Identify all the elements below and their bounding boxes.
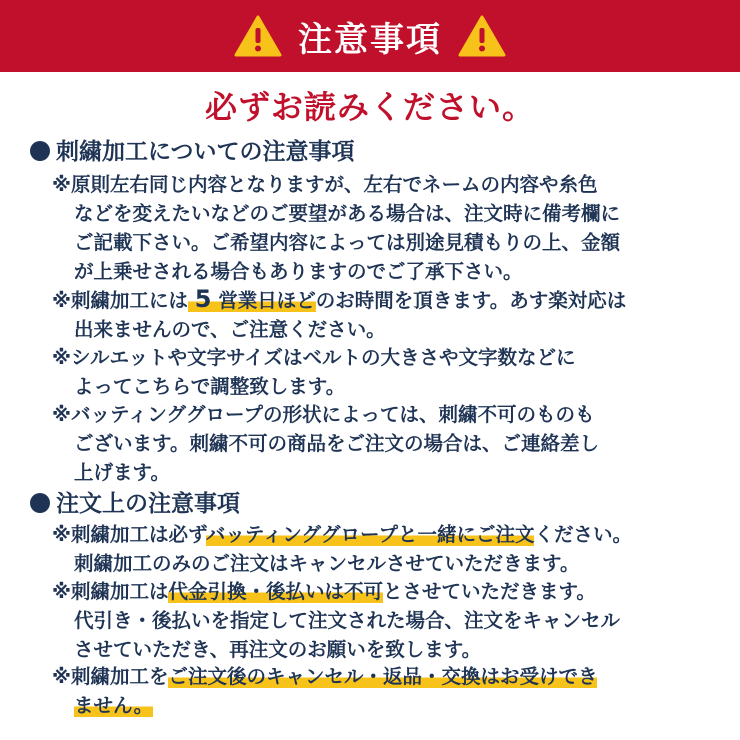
highlight-text: 代金引換・後払いは不可 xyxy=(168,580,383,603)
note-left-right-content xyxy=(52,170,722,286)
highlight-text: 営業日ほど xyxy=(218,289,316,312)
note-line: 刺繍加工のみのご注文はキャンセルさせていただきます。 xyxy=(74,552,580,575)
note-line: などを変えたいなどのご要望がある場合は、注文時に備考欄に xyxy=(74,202,621,225)
note-line xyxy=(52,520,722,549)
section-title-order xyxy=(30,485,240,518)
highlight-number: 5 xyxy=(194,285,212,313)
note-line xyxy=(52,662,722,691)
note-text: ※刺繍加工は必ず xyxy=(52,523,206,546)
note-processing-time xyxy=(52,285,722,344)
note-order-with-glove xyxy=(52,520,722,578)
section-title-text: 注文上の注意事項 xyxy=(56,491,240,517)
note-line xyxy=(52,691,722,720)
note-line: よってこちらで調整致します。 xyxy=(74,375,346,398)
note-text: ※刺繍加工には xyxy=(52,289,188,312)
highlight-days xyxy=(188,285,316,313)
note-line: ※バッティンググロープの形状によっては、刺繍不可のものも xyxy=(52,403,595,426)
note-line: が上乗せされる場合もありますのでご了承下さい。 xyxy=(74,260,523,283)
warning-icon xyxy=(234,14,282,58)
note-line: 出来ませんので、ご注意ください。 xyxy=(74,318,386,341)
note-text: とさせていただきます。 xyxy=(382,580,596,603)
bullet-icon xyxy=(30,493,50,513)
note-line xyxy=(52,577,722,606)
note-glove-shape xyxy=(52,400,722,487)
note-line: ※原則左右同じ内容となりますが、左右でネームの内容や糸色 xyxy=(52,173,598,196)
note-line: ※シルエットや文字サイズはベルトの大きさや文字数などに xyxy=(52,346,576,369)
highlight-text: ご注文後のキャンセル・返品・交換はお受けでき xyxy=(168,665,598,688)
note-line: ございます。刺繍不可の商品をご注文の場合は、ご連絡差し xyxy=(74,432,599,455)
note-text: ※刺繍加工を xyxy=(52,665,169,688)
note-text: ください。 xyxy=(534,523,632,546)
note-line: させていただき、再注文のお願いを致します。 xyxy=(74,638,482,661)
section-title-text: 刺繍加工についての注意事項 xyxy=(56,139,355,165)
header-banner xyxy=(0,0,740,72)
note-line xyxy=(52,285,722,315)
note-line: 上げます。 xyxy=(74,461,170,484)
section-title-embroidery xyxy=(30,133,355,166)
note-text: のお時間を頂きます。あす楽対応は xyxy=(315,289,627,312)
note-line: ご記載下さい。ご希望内容によっては別途見積もりの上、金額 xyxy=(74,231,621,254)
page-subtitle: 必ずお読みください。 xyxy=(204,88,535,126)
bullet-icon xyxy=(30,141,50,161)
note-no-cancel-return xyxy=(52,662,722,720)
note-silhouette-size xyxy=(52,343,722,401)
note-payment-method xyxy=(52,577,722,664)
highlight-text: バッティンググロープと一緒にご注文 xyxy=(205,523,535,546)
note-text: ※刺繍加工は xyxy=(52,580,169,603)
warning-icon xyxy=(458,14,506,58)
note-line: 代引き・後払いを指定して注文された場合、注文をキャンセル xyxy=(74,609,621,632)
banner-title: 注意事項 xyxy=(298,19,442,60)
highlight-text: ません。 xyxy=(74,694,154,717)
